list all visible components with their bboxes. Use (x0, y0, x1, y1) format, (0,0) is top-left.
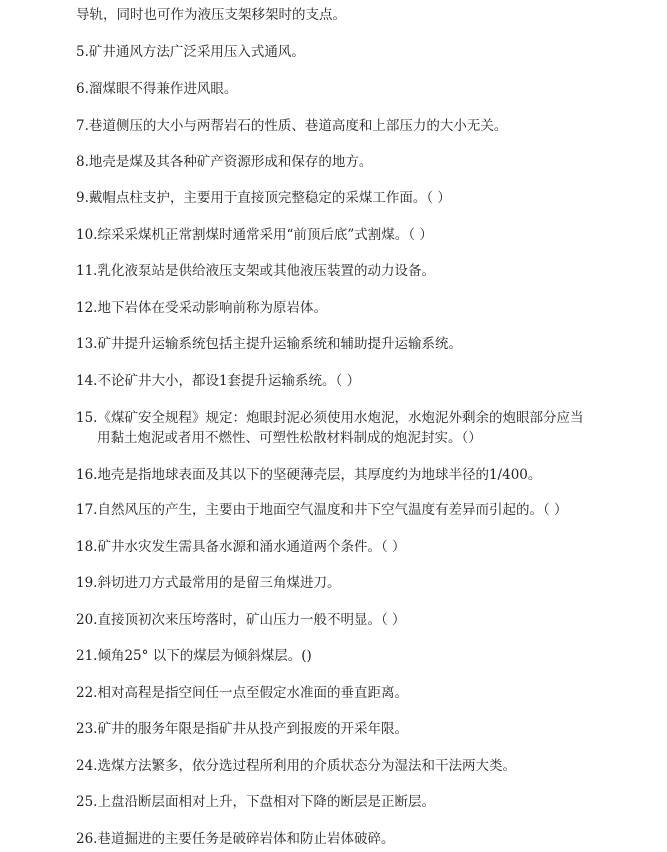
list-item: 13.矿井提升运输系统包括主提升运输系统和辅助提升运输系统。 (76, 336, 462, 352)
list-item: 10.综采采煤机正常割煤时通常采用“前顶后底”式割煤。（ ） (76, 227, 433, 243)
list-item: 22.相对高程是指空间任一点至假定水准面的垂直距离。 (76, 685, 408, 701)
list-item: 14.不论矿井大小，都设1套提升运输系统。（ ） (76, 373, 361, 389)
list-item: 20.直接顶初次来压垮落时，矿山压力一般不明显。（ ） (76, 612, 406, 628)
list-item: 24.选煤方法繁多，依分选过程所利用的介质状态分为湿法和干法两大类。 (76, 758, 516, 774)
list-item: 8.地壳是煤及其各种矿产资源形成和保存的地方。 (76, 154, 373, 170)
list-item: 18.矿井水灾发生需具备水源和涌水通道两个条件。（ ） (76, 539, 406, 555)
list-item: 6.溜煤眼不得兼作进风眼。 (76, 81, 238, 97)
list-item-line-2: 用黏土炮泥或者用不燃性、可塑性松散材料制成的炮泥封实。（） (97, 430, 482, 446)
list-item: 导轨，同时也可作为液压支架移架时的支点。 (76, 7, 346, 23)
list-item: 12.地下岩体在受采动影响前称为原岩体。 (76, 300, 327, 316)
list-item-line-1: 15.《煤矿安全规程》规定：炮眼封泥必须使用水炮泥，水炮泥外剩余的炮眼部分应当 (76, 410, 584, 426)
list-item: 9.戴帽点柱支护，主要用于直接顶完整稳定的采煤工作面。（ ） (76, 190, 451, 206)
list-item: 26.巷道掘进的主要任务是破碎岩体和防止岩体破碎。 (76, 831, 395, 847)
list-item: 25.上盘沿断层面相对上升，下盘相对下降的断层是正断层。 (76, 794, 435, 810)
list-item: 17.自然风压的产生，主要由于地面空气温度和井下空气温度有差异而引起的。（ ） (76, 502, 568, 518)
list-item: 21.倾角25° 以下的煤层为倾斜煤层。() (76, 648, 312, 664)
list-item: 16.地壳是指地球表面及其以下的坚硬薄壳层，其厚度约为地球半径的1/400。 (76, 467, 542, 483)
list-item: 23.矿井的服务年限是指矿井从投产到报废的开采年限。 (76, 721, 408, 737)
list-item: 11.乳化液泵站是供给液压支架或其他液压装置的动力设备。 (76, 263, 435, 279)
list-item: 19.斜切进刀方式最常用的是留三角煤进刀。 (76, 575, 341, 591)
list-item: 7.巷道侧压的大小与两帮岩石的性质、巷道高度和上部压力的大小无关。 (76, 118, 508, 134)
list-item: 5.矿井通风方法广泛采用压入式通风。 (76, 44, 305, 60)
